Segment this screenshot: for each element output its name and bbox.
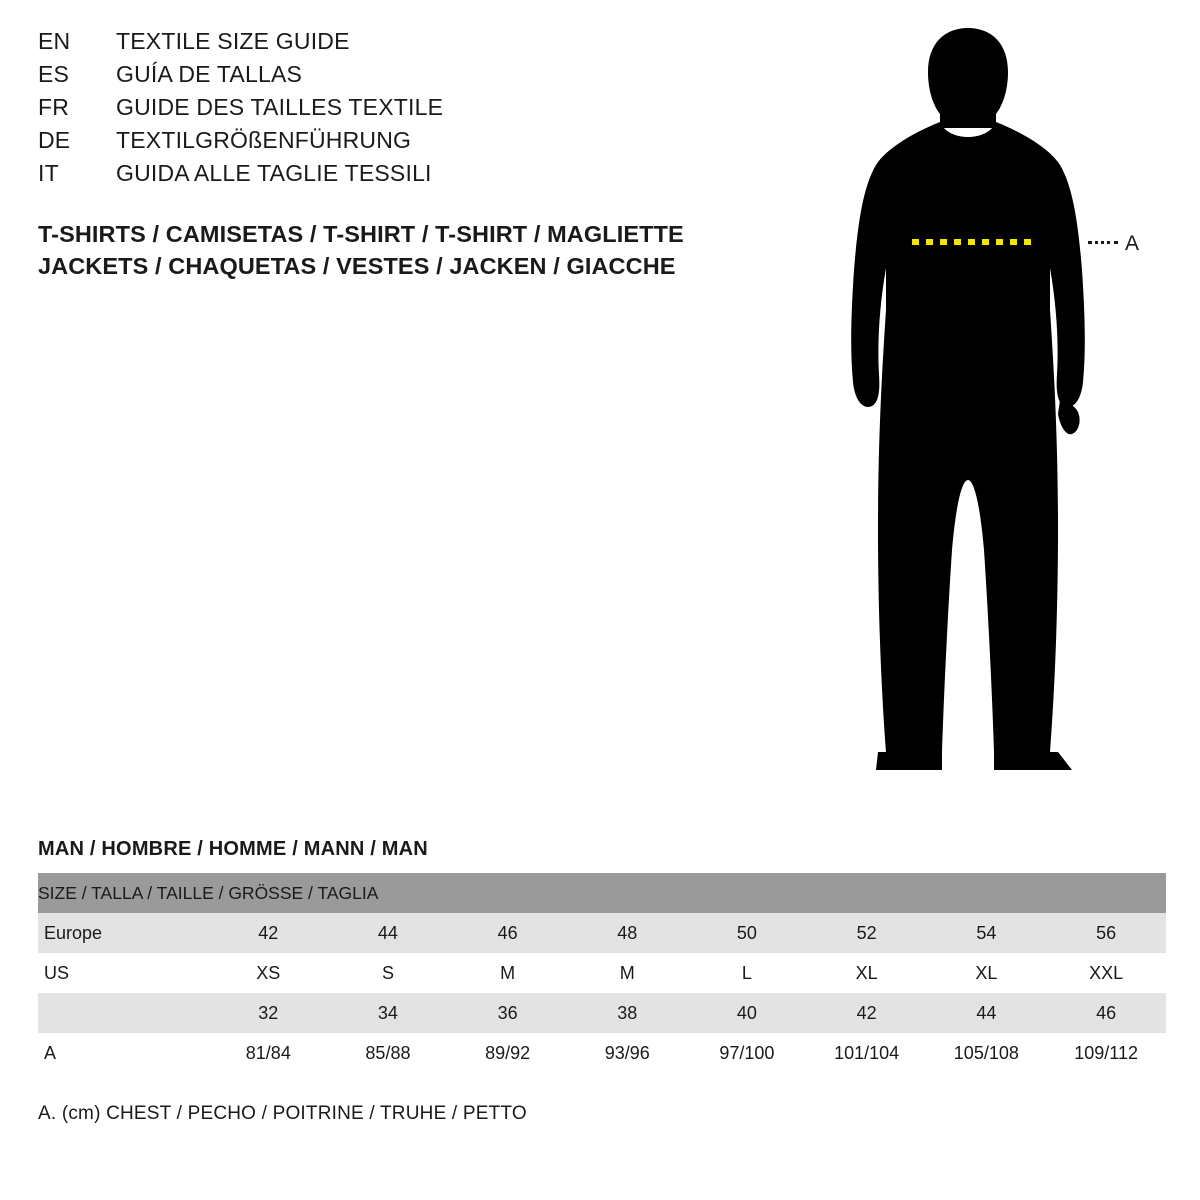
table-row: [38, 1033, 1166, 1073]
table-cell: 44: [328, 913, 448, 953]
language-title: GUIDA ALLE TAGLIE TESSILI: [116, 160, 432, 186]
table-cell: 85/88: [328, 1033, 448, 1073]
language-code: IT: [38, 160, 59, 186]
language-title: GUÍA DE TALLAS: [116, 61, 303, 87]
row-label: A: [38, 1033, 208, 1073]
size-table: [38, 873, 1166, 1073]
language-code: FR: [38, 94, 70, 120]
table-cell: 44: [926, 993, 1046, 1033]
table-cell: 42: [807, 993, 927, 1033]
table-cell: 38: [567, 993, 687, 1033]
table-cell: S: [328, 953, 448, 993]
table-cell: 32: [208, 993, 328, 1033]
table-cell: 89/92: [448, 1033, 568, 1073]
measure-leader-line: [1088, 241, 1118, 244]
head-shape: [928, 28, 1008, 128]
body-shape: [851, 122, 1085, 762]
garment-line: JACKETS / CHAQUETAS / VESTES / JACKEN / GIACCHE: [38, 253, 676, 279]
table-cell: 109/112: [1046, 1033, 1166, 1073]
table-header-row: [38, 873, 1166, 913]
language-list: [38, 28, 758, 193]
language-row: [38, 94, 758, 127]
body-silhouette-figure: [820, 10, 1180, 790]
table-cell: M: [567, 953, 687, 993]
table-cell: XS: [208, 953, 328, 993]
language-row: [38, 160, 758, 193]
row-label: US: [38, 953, 208, 993]
table-cell: 56: [1046, 913, 1166, 953]
table-cell: 40: [687, 993, 807, 1033]
language-row: [38, 61, 758, 94]
row-label: [38, 993, 208, 1033]
table-row: [38, 913, 1166, 953]
table-cell: 105/108: [926, 1033, 1046, 1073]
table-row: [38, 993, 1166, 1033]
table-cell: 34: [328, 993, 448, 1033]
garment-categories: [38, 218, 684, 282]
table-cell: 48: [567, 913, 687, 953]
language-code: ES: [38, 61, 70, 87]
table-cell: 46: [448, 913, 568, 953]
table-cell: 42: [208, 913, 328, 953]
table-cell: XL: [807, 953, 927, 993]
row-label: Europe: [38, 913, 208, 953]
size-table-section: [38, 838, 1166, 1125]
table-cell: 93/96: [567, 1033, 687, 1073]
table-title: MAN / HOMBRE / HOMME / MANN / MAN: [38, 838, 428, 860]
table-cell: 52: [807, 913, 927, 953]
right-foot-shape: [994, 752, 1072, 770]
table-cell: 97/100: [687, 1033, 807, 1073]
table-cell: 46: [1046, 993, 1166, 1033]
language-title: TEXTILGRÖßENFÜHRUNG: [116, 127, 412, 153]
table-cell: M: [448, 953, 568, 993]
table-header-label: SIZE / TALLA / TAILLE / GRÖSSE / TAGLIA: [38, 873, 1166, 913]
table-cell: XL: [926, 953, 1046, 993]
language-row: [38, 28, 758, 61]
hand-shape: [1058, 400, 1080, 434]
language-title: GUIDE DES TAILLES TEXTILE: [116, 94, 444, 120]
table-cell: XXL: [1046, 953, 1166, 993]
language-code: DE: [38, 127, 71, 153]
left-foot-shape: [876, 752, 942, 770]
table-cell: 101/104: [807, 1033, 927, 1073]
table-cell: 50: [687, 913, 807, 953]
table-cell: 81/84: [208, 1033, 328, 1073]
silhouette-svg: [820, 10, 1180, 790]
table-cell: L: [687, 953, 807, 993]
table-cell: 36: [448, 993, 568, 1033]
measure-label-a: A: [1125, 232, 1140, 255]
table-footnote: A. (cm) CHEST / PECHO / POITRINE / TRUHE / PETTO: [38, 1103, 527, 1124]
garment-line: T-SHIRTS / CAMISETAS / T-SHIRT / T-SHIRT / MAGLIETTE: [38, 221, 684, 247]
table-row: [38, 953, 1166, 993]
table-cell: 54: [926, 913, 1046, 953]
language-row: [38, 127, 758, 160]
language-code: EN: [38, 28, 71, 54]
language-title: TEXTILE SIZE GUIDE: [116, 28, 350, 54]
